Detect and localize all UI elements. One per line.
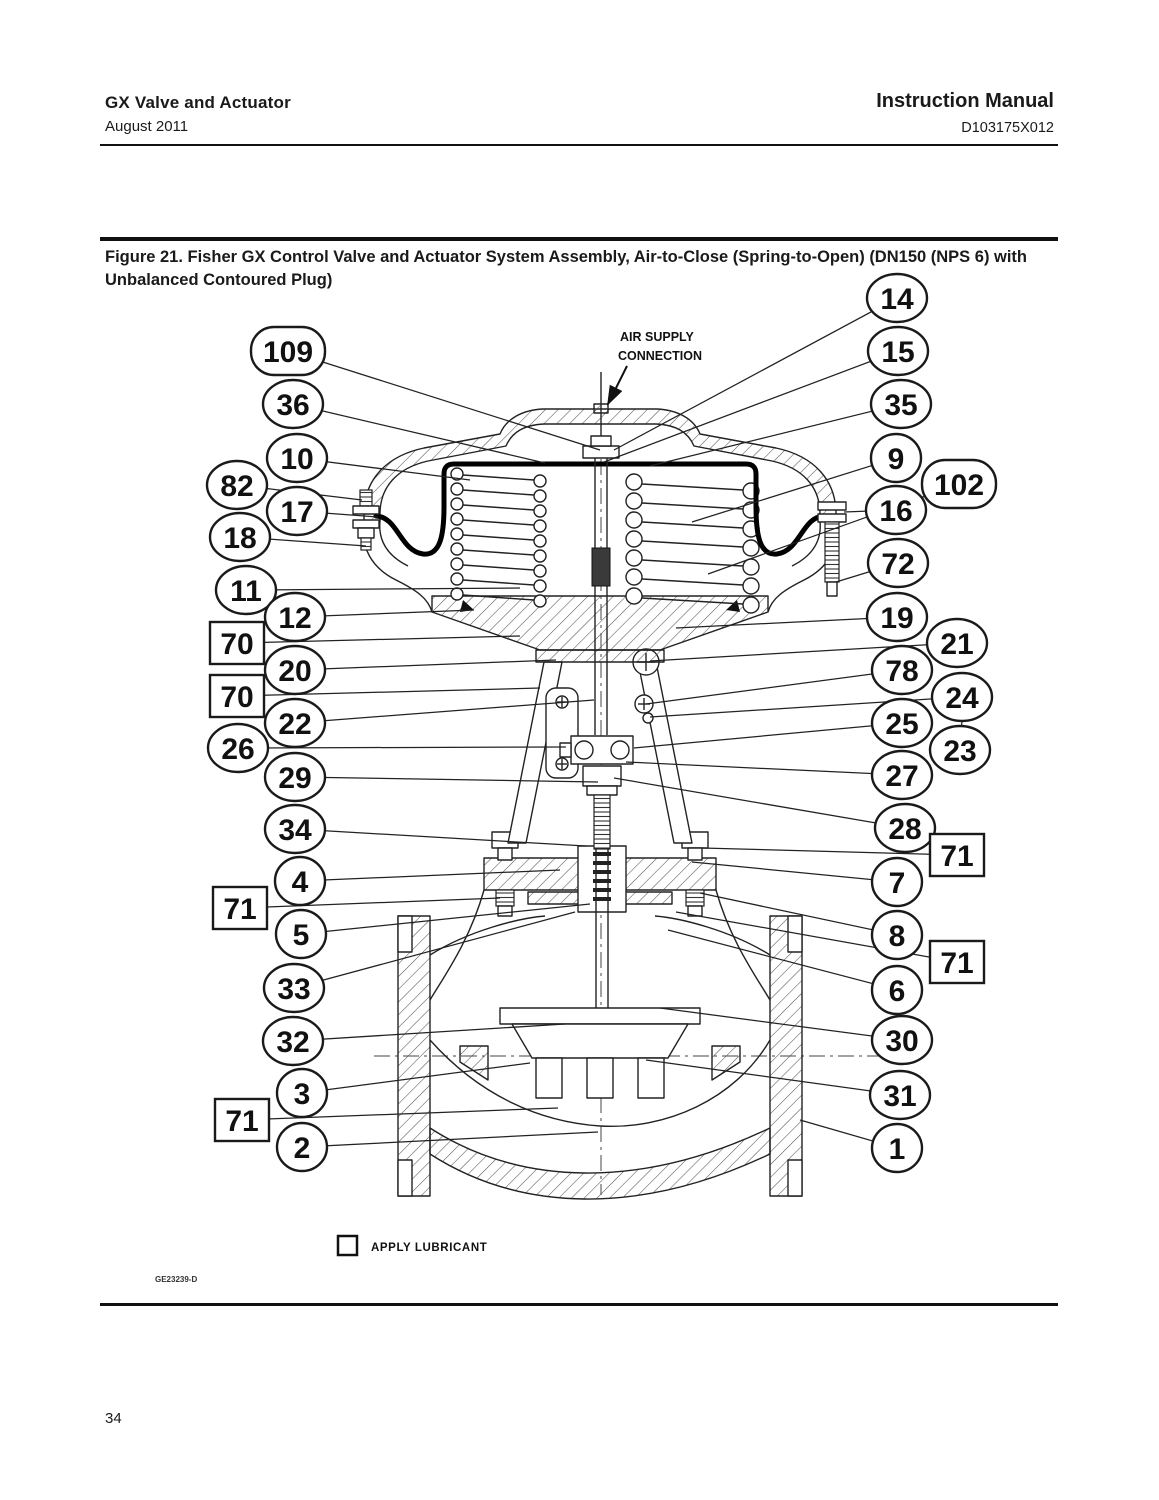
callout-number-1: 1 <box>888 1133 906 1166</box>
casing-bolt-right <box>818 502 846 596</box>
callout-102 <box>922 460 996 508</box>
leader-line-109 <box>288 351 600 450</box>
callout-number-34: 34 <box>278 814 312 847</box>
callout-number-70: 70 <box>220 628 254 661</box>
callout-number-25: 25 <box>885 708 919 741</box>
callout-number-2: 2 <box>293 1132 311 1165</box>
callout-number-72: 72 <box>881 548 915 581</box>
leader-line-5 <box>301 904 590 934</box>
figure-top-rule <box>100 237 1058 241</box>
seat-ring-right <box>712 1046 740 1080</box>
callout-18 <box>210 513 270 561</box>
callout-number-24: 24 <box>945 682 979 715</box>
leader-line-34 <box>295 829 586 846</box>
callout-19 <box>867 593 927 641</box>
air-supply-label-line1: AIR SUPPLY <box>620 330 694 344</box>
callout-number-12: 12 <box>278 602 312 635</box>
doc-date: August 2011 <box>105 118 189 135</box>
leader-line-25 <box>634 723 902 748</box>
callout-109 <box>251 327 325 375</box>
actuator-spring-right <box>626 474 759 613</box>
callout-number-21: 21 <box>940 628 974 661</box>
callout-number-35: 35 <box>884 389 918 422</box>
flow-passage-wall <box>430 1128 770 1199</box>
actuator-spring-left <box>451 468 546 607</box>
callout-number-33: 33 <box>277 973 311 1006</box>
leader-line-78 <box>646 670 902 704</box>
callout-16 <box>866 486 926 534</box>
callout-number-15: 15 <box>881 336 915 369</box>
drawing-number: GE23239-D <box>155 1275 198 1284</box>
manual-title: Instruction Manual <box>876 90 1054 112</box>
callout-32 <box>263 1017 323 1065</box>
callout-number-71: 71 <box>223 893 257 926</box>
callout-71 <box>930 941 984 983</box>
doc-title: GX Valve and Actuator <box>105 93 291 112</box>
callout-17 <box>267 487 327 535</box>
callout-9 <box>871 434 921 482</box>
callout-number-7: 7 <box>888 867 906 900</box>
leader-line-28 <box>614 778 905 828</box>
apply-lubricant-label: APPLY LUBRICANT <box>371 1242 488 1254</box>
callout-4 <box>275 857 325 905</box>
valve-stem-threads <box>594 795 610 849</box>
callout-number-26: 26 <box>221 733 255 766</box>
callout-25 <box>872 699 932 747</box>
callout-14 <box>867 274 927 322</box>
callout-number-82: 82 <box>220 470 254 503</box>
air-supply-fitting <box>594 404 608 413</box>
callout-82 <box>207 461 267 509</box>
leader-line-14 <box>614 298 897 450</box>
callout-22 <box>265 699 325 747</box>
callout-20 <box>265 646 325 694</box>
lubricant-legend <box>338 1236 487 1255</box>
callout-10 <box>267 434 327 482</box>
callout-71 <box>930 834 984 876</box>
callout-number-29: 29 <box>278 762 312 795</box>
stem-nut <box>583 446 619 458</box>
callout-15 <box>868 327 928 375</box>
callout-2 <box>277 1123 327 1171</box>
callout-30 <box>872 1016 932 1064</box>
callout-27 <box>872 751 932 799</box>
callout-number-19: 19 <box>880 602 914 635</box>
callout-number-36: 36 <box>276 389 310 422</box>
callout-5 <box>276 910 326 958</box>
callout-21 <box>927 619 987 667</box>
leader-line-7 <box>692 862 897 882</box>
callout-33 <box>264 964 324 1012</box>
callout-number-10: 10 <box>280 443 314 476</box>
callout-number-27: 27 <box>885 760 919 793</box>
callout-78 <box>872 646 932 694</box>
callout-number-18: 18 <box>223 522 257 555</box>
callout-number-109: 109 <box>262 336 314 369</box>
callout-70 <box>210 675 264 717</box>
callout-29 <box>265 753 325 801</box>
page-number: 34 <box>105 1410 122 1427</box>
callout-number-70: 70 <box>220 681 254 714</box>
callout-number-16: 16 <box>879 495 913 528</box>
valve-plug <box>512 1024 688 1058</box>
leader-line-20 <box>295 660 556 670</box>
callout-6 <box>872 966 922 1014</box>
callout-34 <box>265 805 325 853</box>
callout-number-3: 3 <box>293 1078 311 1111</box>
callout-number-8: 8 <box>888 920 906 953</box>
valve-body <box>398 890 802 1199</box>
callout-number-102: 102 <box>933 469 985 502</box>
callout-number-17: 17 <box>280 496 314 529</box>
callout-71 <box>215 1099 269 1141</box>
air-supply-arrow <box>608 366 627 404</box>
plug-retainer <box>500 1008 700 1024</box>
callout-number-31: 31 <box>883 1080 917 1113</box>
footer-rule <box>100 1303 1058 1306</box>
callout-number-71: 71 <box>940 947 974 980</box>
callout-number-9: 9 <box>887 443 905 476</box>
callout-number-32: 32 <box>276 1026 310 1059</box>
callout-72 <box>868 539 928 587</box>
callout-35 <box>871 380 931 428</box>
callout-number-30: 30 <box>885 1025 919 1058</box>
callout-7 <box>872 858 922 906</box>
callout-number-14: 14 <box>880 283 914 316</box>
callout-71 <box>213 887 267 929</box>
figure-caption: Figure 21. Fisher GX Control Valve and Actuator System Assembly, Air-to-Close (Spring-to-Open) (DN150 (NPS 6) with Unbalanced Contoured Plug) <box>105 248 1028 290</box>
stem-thread-section <box>592 548 610 586</box>
callout-number-23: 23 <box>943 735 977 768</box>
air-supply-label-line2: CONNECTION <box>618 349 703 363</box>
callout-number-71: 71 <box>940 840 974 873</box>
callout-36 <box>263 380 323 428</box>
leader-line-33 <box>294 912 575 988</box>
lower-casing <box>432 596 768 650</box>
callout-number-22: 22 <box>278 708 312 741</box>
callout-3 <box>277 1069 327 1117</box>
callout-number-78: 78 <box>885 655 919 688</box>
air-supply-annotation <box>608 330 702 404</box>
callout-number-5: 5 <box>292 919 310 952</box>
callout-23 <box>930 726 990 774</box>
callout-number-28: 28 <box>888 813 922 846</box>
yoke-leg-right <box>638 662 692 843</box>
callout-1 <box>872 1124 922 1172</box>
callout-31 <box>870 1071 930 1119</box>
callout-70 <box>210 622 264 664</box>
callout-number-20: 20 <box>278 655 312 688</box>
doc-number: D103175X012 <box>961 120 1054 136</box>
leader-line-11 <box>246 588 520 590</box>
callout-number-11: 11 <box>230 575 262 608</box>
callout-12 <box>265 593 325 641</box>
callout-8 <box>872 911 922 959</box>
diaphragm <box>376 464 824 554</box>
callout-24 <box>932 673 992 721</box>
valve-assembly-drawing <box>353 372 882 1199</box>
callout-number-6: 6 <box>888 975 906 1008</box>
callout-number-4: 4 <box>291 866 309 899</box>
lubricant-checkbox-icon <box>338 1236 357 1255</box>
stem-locknut <box>583 766 621 786</box>
leader-line-71 <box>240 898 500 908</box>
callout-26 <box>208 724 268 772</box>
callout-number-71: 71 <box>225 1105 259 1138</box>
callout-28 <box>875 804 935 852</box>
seat-ring-left <box>460 1046 488 1080</box>
figure-diagram <box>0 260 1159 1300</box>
header-rule <box>100 144 1058 146</box>
